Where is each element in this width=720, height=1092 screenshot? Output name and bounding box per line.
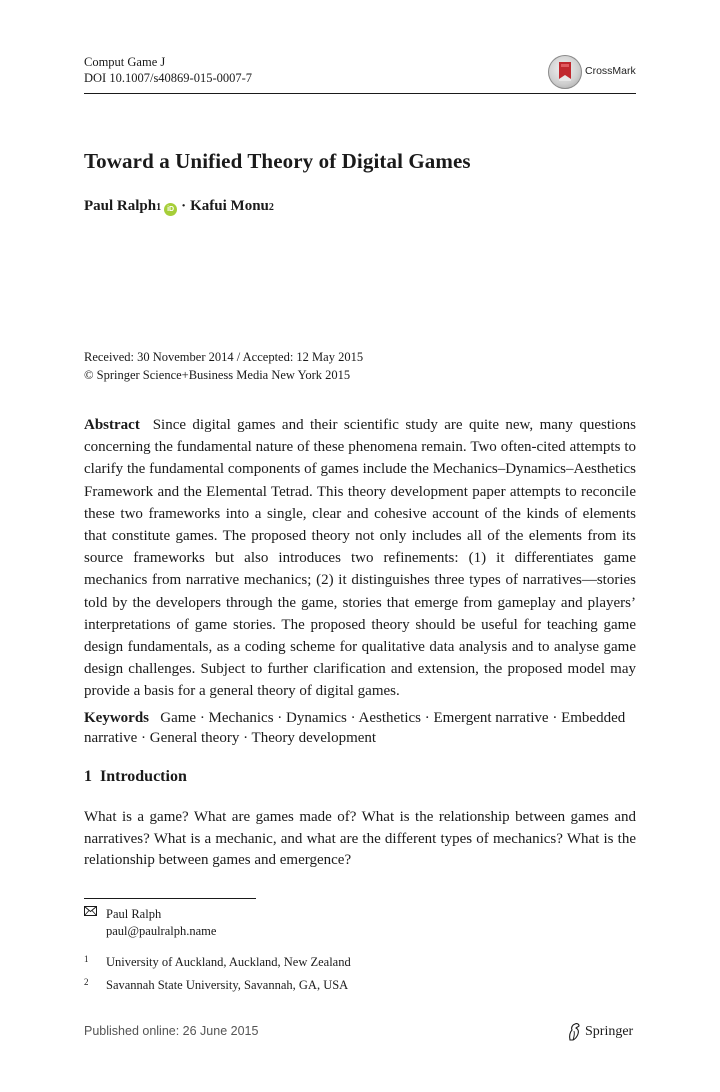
doi[interactable]: DOI 10.1007/s40869-015-0007-7 xyxy=(84,71,253,85)
abstract-label: Abstract xyxy=(84,417,140,433)
affiliation-text: University of Auckland, Auckland, New Zealand xyxy=(106,955,351,969)
contact-name: Paul Ralph xyxy=(106,907,162,921)
journal-name: Comput Game J xyxy=(84,55,166,69)
author-list: Paul Ralph 1 iD · Kafui Monu 2 xyxy=(84,198,274,214)
keywords-label: Keywords xyxy=(84,710,149,726)
footnote-rule xyxy=(84,898,256,899)
affiliation-mark: 2 xyxy=(84,977,89,987)
section-text: What is a game? What are games made of? What is the relationship between games and narratives? What is a mechanic, and what are the different types of mechanics? What is the relationship between games and emergence? xyxy=(84,809,636,868)
header-rule xyxy=(84,93,636,94)
contact-email[interactable]: paul@paulralph.name xyxy=(106,924,217,938)
springer-logo[interactable] xyxy=(566,1022,633,1042)
envelope-icon xyxy=(84,906,97,916)
section-title: Introduction xyxy=(100,768,187,785)
crossmark-label: CrossMark xyxy=(585,65,636,77)
author-name[interactable]: Paul Ralph xyxy=(84,198,157,214)
affiliation-text: Savannah State University, Savannah, GA, USA xyxy=(106,978,349,992)
keywords-text: Game · Mechanics · Dynamics · Aesthetics · Emergent narrative · Embedded narrative · General theory · Theory development xyxy=(84,710,626,746)
affiliation-mark: 1 xyxy=(84,954,89,964)
section-number: 1 xyxy=(84,768,92,785)
received-dates: Received: 30 November 2014 / Accepted: 12 May 2015 xyxy=(84,350,364,364)
section-heading xyxy=(84,768,187,786)
author-name[interactable]: Kafui Monu xyxy=(190,198,269,214)
publisher-name: Springer xyxy=(585,1024,634,1039)
abstract-text: Since digital games and their scientific study are quite new, many questions concerning the fundamental nature of these phenomena remain. Two often-cited attempts to clarify the fundamental components of games include the Mechanics–Dynamics–Aesthetics Framework and the Elemental Tetrad. This theory development paper attempts to reconcile these two frameworks into a single, clear and cohesive account of the kinds of elements that constitute games. The proposed theory not only includes all of the elements from its source frameworks but also introduces two refinements: (1) it differentiates game mechanics from narrative mechanics; (2) it distinguishes three types of narratives—stories told by the developers through the game, stories that emerge from gameplay and players’ interpretations of game stories. The proposed theory should be useful for teaching game design fundamentals, as a coding scheme for qualitative data analysis and to analyse game design challenges. Subject to further clarification and extension, the proposed model may provide a basis for a general theory of digital games. xyxy=(84,417,637,700)
springer-horse-icon xyxy=(566,1022,582,1042)
orcid-icon[interactable]: iD xyxy=(164,203,177,216)
crossmark-badge[interactable] xyxy=(548,55,640,89)
published-online: Published online: 26 June 2015 xyxy=(84,1024,259,1038)
paper-title: Toward a Unified Theory of Digital Games xyxy=(84,149,471,173)
copyright: © Springer Science+Business Media New York 2015 xyxy=(84,368,351,382)
crossmark-icon xyxy=(548,55,582,89)
author-separator: · xyxy=(181,198,187,214)
abstract xyxy=(84,414,636,703)
keywords xyxy=(84,708,636,748)
